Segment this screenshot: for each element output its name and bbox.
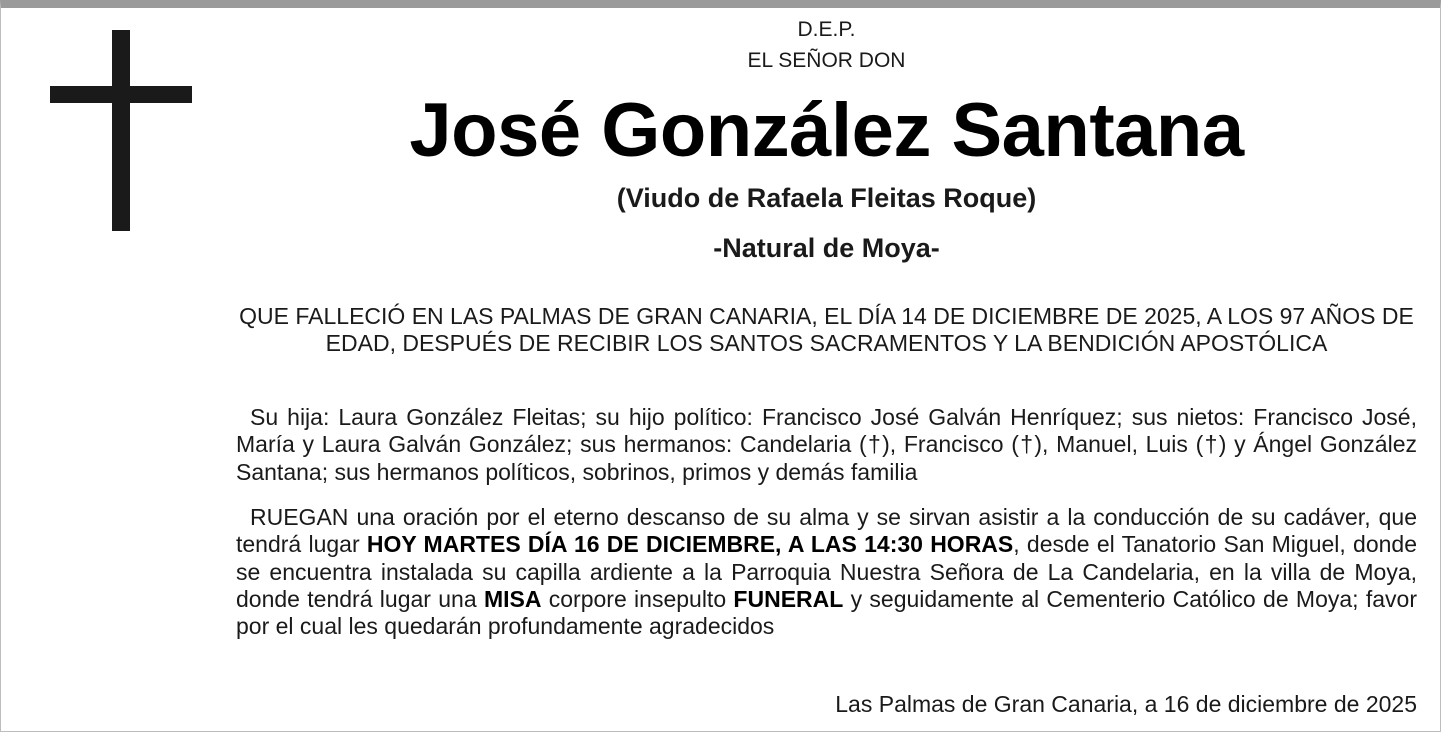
title-line: EL SEÑOR DON <box>747 49 906 72</box>
origin-note: -Natural de Moya- <box>713 233 940 263</box>
request-text-1: RUEGAN una oración por el eterno descanso de su alma y se sirvan asistir a la conducción de su cadáver, que tendrá lugar <box>236 504 1417 558</box>
request-text-4: y seguidamente al Cementerio Católico de Moya; favor por el cual les quedarán profundamente agradecidos <box>236 585 1417 640</box>
deceased-name: José González Santana <box>409 88 1244 173</box>
cross-vertical-bar <box>112 30 130 231</box>
request-paragraph <box>236 504 1417 640</box>
death-notice: QUE FALLECIÓ EN LAS PALMAS DE GRAN CANARIA, EL DÍA 14 DE DICIEMBRE DE 2025, A LOS 97 AÑOS DE EDAD, DESPUÉS DE RECIBIR LOS SANTOS SACRAMENTOS Y LA BENDICIÓN APOSTÓLICA <box>239 303 1414 357</box>
dep-heading: D.E.P. <box>797 18 856 41</box>
request-text-2: , desde el Tanatorio San Miguel, donde se encuentra instalada su capilla ardiente a la Parroquia Nuestra Señora de La Candelaria, en la villa de Moya, donde tendrá lugar una <box>236 531 1417 612</box>
cross-horizontal-bar <box>50 86 192 103</box>
misa-label: MISA <box>483 585 542 612</box>
ceremony-datetime: HOY MARTES DÍA 16 DE DICIEMBRE, A LAS 14:30 HORAS <box>366 531 1014 558</box>
request-text-3: corpore insepulto <box>541 585 734 612</box>
funeral-label: FUNERAL <box>733 585 844 612</box>
widower-note: (Viudo de Rafaela Fleitas Roque) <box>616 183 1037 213</box>
latin-cross-icon <box>50 30 192 231</box>
family-paragraph: Su hija: Laura González Fleitas; su hijo político: Francisco José Galván Henríquez; sus nietos: Francisco José, María y Laura Galván González; sus hermanos: Candelaria (†), Francisco (†), Manuel, Luis (†) y Ángel González Santana; sus hermanos políticos, sobrinos, primos y demás familia <box>236 404 1417 485</box>
place-date: Las Palmas de Gran Canaria, a 16 de diciembre de 2025 <box>835 691 1417 717</box>
